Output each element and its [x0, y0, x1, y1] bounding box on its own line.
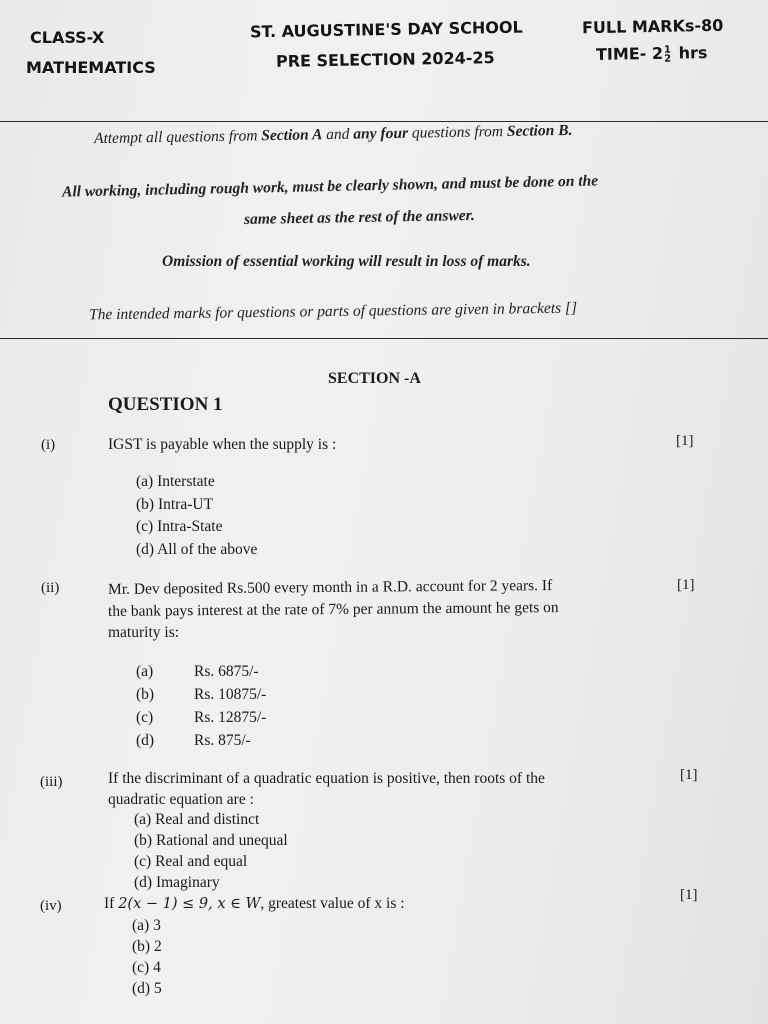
question-text-suffix: , greatest value of x is :	[260, 895, 405, 912]
instruction-line-2b: same sheet as the rest of the answer.	[243, 206, 475, 229]
option-item: (a) Interstate	[136, 473, 215, 490]
question-number: (ii)	[41, 580, 60, 596]
question-number: (iii)	[40, 774, 63, 790]
question-text-line: Mr. Dev deposited Rs.500 every month in a R.D. account for 2 years. If	[107, 577, 553, 598]
option-value: Rs. 6875/-	[194, 663, 259, 680]
instruction-1-part-b: Section A	[261, 126, 323, 145]
instructions-rule	[0, 338, 768, 339]
option-item: (b) 2	[132, 938, 162, 955]
question-marks: [1]	[680, 767, 698, 783]
question-marks: [1]	[677, 577, 695, 593]
option-label: (b)	[136, 686, 155, 703]
full-marks: FULL MARKs-80	[581, 15, 724, 38]
question-text: IGST is payable when the supply is :	[108, 436, 337, 453]
option-value: Rs. 12875/-	[194, 709, 267, 726]
school-name: ST. AUGUSTINE'S DAY SCHOOL	[249, 17, 523, 42]
question-title: QUESTION 1	[108, 394, 223, 415]
question-text-prefix: If	[104, 895, 119, 912]
instruction-1-part-e: questions from	[407, 122, 508, 142]
question-marks: [1]	[676, 433, 694, 449]
exam-name: PRE SELECTION 2024-25	[275, 48, 495, 71]
subject-label: MATHEMATICS	[26, 58, 156, 77]
option-label: (a)	[136, 663, 154, 680]
time-fraction-numerator: 1	[663, 44, 672, 56]
instruction-1-part-a: Attempt all questions from	[93, 127, 262, 148]
section-title: SECTION -A	[328, 370, 421, 387]
question-text-line: If the discriminant of a quadratic equation is positive, then roots of the	[108, 770, 545, 787]
instruction-line-3: Omission of essential working will result in loss of marks.	[162, 253, 531, 270]
option-item: (a) 3	[132, 917, 161, 934]
question-text-line: maturity is:	[108, 624, 180, 641]
instruction-1-part-f: Section B.	[506, 121, 573, 140]
question-text-line: quadratic equation are :	[108, 791, 254, 808]
inequality-expression: 2(x − 1) ≤ 9, x ∈ W	[118, 896, 261, 912]
option-item: (c) Real and equal	[134, 853, 248, 870]
time-fraction-denominator: 2	[664, 53, 672, 65]
instruction-line-1	[94, 122, 573, 148]
option-item: (d) 5	[132, 980, 162, 997]
question-text	[104, 895, 405, 913]
question-text-line: the bank pays interest at the rate of 7% per annum the amount he gets on	[107, 599, 559, 620]
header-rule	[0, 121, 768, 122]
time-prefix: TIME- 2	[595, 43, 664, 64]
option-label: (d)	[136, 732, 155, 749]
instruction-1-part-c: and	[322, 125, 354, 144]
option-item: (c) Intra-State	[136, 518, 223, 535]
instruction-1-part-d: any four	[353, 124, 409, 143]
option-item: (b) Intra-UT	[136, 496, 214, 513]
option-value: Rs. 875/-	[194, 732, 251, 749]
question-marks: [1]	[680, 887, 698, 903]
time-suffix: hrs	[672, 43, 708, 63]
question-number: (iv)	[40, 898, 62, 914]
option-item: (a) Real and distinct	[134, 811, 260, 828]
class-label: CLASS-X	[30, 28, 105, 47]
instruction-line-4: The intended marks for questions or parts of questions are given in brackets []	[88, 299, 578, 324]
option-value: Rs. 10875/-	[194, 686, 267, 703]
option-item: (d) Imaginary	[134, 874, 220, 891]
time-fraction	[664, 45, 671, 63]
time-allowed	[596, 43, 708, 64]
option-item: (d) All of the above	[136, 541, 258, 558]
option-item: (b) Rational and unequal	[134, 832, 288, 849]
option-item: (c) 4	[132, 959, 161, 976]
option-label: (c)	[136, 709, 154, 726]
instruction-line-2a: All working, including rough work, must be clearly shown, and must be done on the	[61, 172, 599, 201]
question-number: (i)	[41, 437, 56, 453]
